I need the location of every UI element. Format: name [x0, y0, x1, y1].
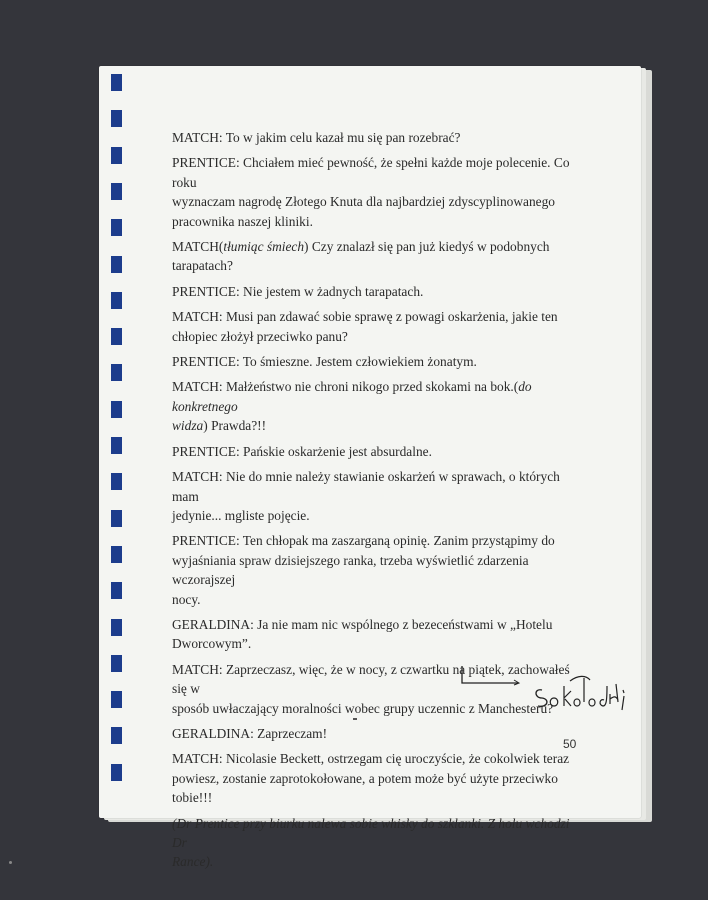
dialogue-paragraph: [172, 814, 584, 872]
dialogue-paragraph: [172, 724, 584, 743]
binding-hole: [111, 691, 122, 708]
text-line: [172, 615, 584, 634]
dialogue-text: MATCH: Nie do mnie należy stawianie oskarżeń w sprawach, o których mam: [172, 469, 560, 504]
dialogue-paragraph: [172, 749, 584, 807]
binding-hole: [111, 764, 122, 781]
text-line: [172, 634, 584, 653]
binding-hole: [111, 256, 122, 273]
binding-hole: [111, 401, 122, 418]
dialogue-text: jedynie... mgliste pojęcie.: [172, 507, 310, 523]
dialogue-text: MATCH: Małżeństwo nie chroni nikogo przed skokami na bok.(: [172, 379, 519, 395]
dialogue-paragraph: [172, 352, 584, 371]
binding-hole: [111, 510, 122, 527]
text-line: [172, 531, 584, 550]
text-line: [172, 699, 584, 718]
text-line: [172, 352, 584, 371]
page-number: 50: [563, 737, 577, 751]
spiral-binding: [111, 74, 125, 786]
dialogue-text: PRENTICE: Chciałem mieć pewność, że spełni każde moje polecenie. Co roku: [172, 155, 570, 190]
stage-direction-text: Rance).: [172, 854, 214, 870]
dialogue-text: chłopiec złożył przeciwko panu?: [172, 328, 348, 344]
binding-hole: [111, 147, 122, 164]
dialogue-text: GERALDINA: Zaprzeczam!: [172, 725, 328, 741]
dialogue-text: MATCH: Nicolasie Beckett, ostrzegam cię uroczyście, że cokolwiek teraz: [172, 751, 570, 767]
binding-hole: [111, 110, 122, 127]
binding-hole: [111, 219, 122, 236]
dialogue-paragraph: [172, 467, 584, 525]
dialogue-paragraph: [172, 307, 584, 346]
dialogue-text: MATCH(: [172, 239, 224, 255]
text-line: [172, 153, 584, 192]
dialogue-paragraph: [172, 615, 584, 654]
script-text: [172, 128, 584, 878]
text-line: [172, 551, 584, 590]
binding-hole: [111, 183, 122, 200]
binding-hole: [111, 619, 122, 636]
text-line: [172, 442, 584, 461]
text-line: [172, 282, 584, 301]
text-line: [172, 814, 584, 853]
dialogue-text: sposób uwłaczający moralności wobec grupy uczennic z Manchesteru?: [172, 700, 554, 716]
dialogue-text: wyznaczam nagrodę Złotego Knuta dla najbardziej zdyscyplinowanego: [172, 194, 555, 210]
dialogue-text: MATCH: Musi pan zdawać sobie sprawę z powagi oskarżenia, jakie ten: [172, 309, 558, 325]
handwritten-bracket-mark: [456, 664, 526, 686]
binding-hole: [111, 546, 122, 563]
dialogue-text: Dworcowym”.: [172, 636, 252, 652]
binding-hole: [111, 473, 122, 490]
handwritten-signature: [530, 672, 630, 716]
dialogue-text: ) Czy znalazł się pan już kiedyś w podobnych: [304, 239, 550, 255]
dialogue-paragraph: [172, 128, 584, 147]
binding-hole: [111, 328, 122, 345]
stage-direction-text: (Dr Prentice przy biurku nalewa sobie whisky do szklanki. Z holu wchodzi Dr: [172, 815, 570, 850]
dialogue-text: PRENTICE: Ten chłopak ma zaszarganą opinię. Zanim przystąpimy do: [172, 533, 555, 549]
text-line: [172, 506, 584, 525]
text-line: [172, 416, 584, 435]
dialogue-paragraph: [172, 442, 584, 461]
binding-hole: [111, 74, 122, 91]
dialogue-paragraph: [172, 282, 584, 301]
stage-direction-text: widza: [172, 418, 204, 434]
text-line: [172, 212, 584, 231]
dialogue-text: GERALDINA: Ja nie mam nic wspólnego z bezeceństwami w „Hotelu: [172, 616, 553, 632]
text-line: [172, 724, 584, 743]
stray-pen-mark: [353, 718, 357, 720]
text-line: [172, 128, 584, 147]
dialogue-paragraph: [172, 237, 584, 276]
dialogue-paragraph: [172, 377, 584, 435]
text-line: [172, 256, 584, 275]
dialogue-text: ) Prawda?!!: [203, 418, 267, 434]
binding-hole: [111, 727, 122, 744]
dialogue-paragraph: [172, 531, 584, 609]
binding-hole: [111, 437, 122, 454]
dialogue-text: tarapatach?: [172, 258, 233, 274]
text-line: [172, 769, 584, 808]
dialogue-text: pracownika naszej kliniki.: [172, 213, 313, 229]
binding-hole: [111, 292, 122, 309]
stage-direction-text: tłumiąc śmiech: [223, 239, 305, 255]
dialogue-text: wyjaśniania spraw dzisiejszego ranka, trzeba wyświetlić zdarzenia wczorajszej: [172, 552, 529, 588]
binding-hole: [111, 582, 122, 599]
text-line: [172, 467, 584, 506]
dust-speck: [9, 861, 12, 864]
dialogue-text: PRENTICE: To śmieszne. Jestem człowiekiem żonatym.: [172, 354, 477, 370]
dialogue-paragraph: [172, 153, 584, 231]
text-line: [172, 377, 584, 416]
dialogue-text: MATCH: Zaprzeczasz, więc, że w nocy, z czwartku na piątek, zachowałeś się w: [172, 661, 570, 697]
dialogue-text: PRENTICE: Pańskie oskarżenie jest absurdalne.: [172, 443, 432, 459]
stage-direction-text: do konkretnego: [172, 379, 532, 414]
text-line: [172, 852, 584, 871]
text-line: [172, 307, 584, 326]
binding-hole: [111, 364, 122, 381]
dialogue-text: nocy.: [172, 591, 201, 607]
dialogue-text: PRENTICE: Nie jestem w żadnych tarapatach.: [172, 283, 424, 299]
dialogue-text: MATCH: To w jakim celu kazał mu się pan rozebrać?: [172, 130, 461, 145]
text-line: [172, 192, 584, 211]
text-line: [172, 590, 584, 609]
text-line: [172, 237, 584, 256]
binding-hole: [111, 655, 122, 672]
text-line: [172, 749, 584, 768]
dialogue-text: powiesz, zostanie zaprotokołowane, a potem może być użyte przeciwko tobie!!!: [172, 770, 558, 806]
text-line: [172, 327, 584, 346]
